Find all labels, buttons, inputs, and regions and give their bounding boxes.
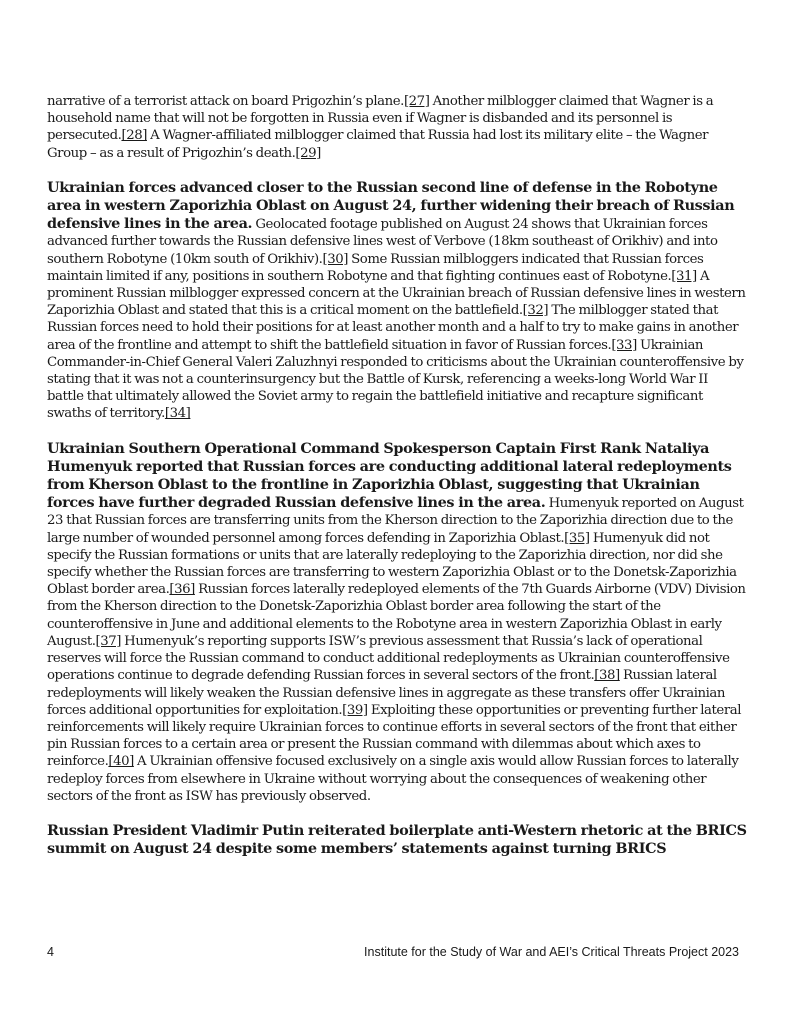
citation-link[interactable]: [40] <box>108 754 134 770</box>
footer-organization: Institute for the Study of War and AEI’s Critical Threats Project 2023 <box>364 945 739 959</box>
citation-link[interactable]: [30] <box>322 251 348 267</box>
paragraph-text: A Wagner-affiliated milblogger claimed that Russia had lost its military elite – the Wagner Group – as a result of Prigozhin’s death. <box>47 128 709 161</box>
paragraph-text: narrative of a terrorist attack on board Prigozhin’s plane. <box>47 94 404 109</box>
citation-link[interactable]: [34] <box>164 406 191 422</box>
paragraph-text: Ukrainian Commander-in-Chief General Valeri Zaluzhnyi responded to criticisms about the Ukrainian counteroffensive by stating that it was not a counterinsurgency but the Battle of Kursk, referencing a weeks-long World War II battle that ultimately allowed the Soviet army to regain the battlefield initiative and recapture significant swaths of territory. <box>47 337 744 422</box>
paragraph-text: A Ukrainian offensive focused exclusively on a single axis would allow Russian forces to laterally redeploy forces from elsewhere in Ukraine without worrying about the consequences of weakening other sectors of the front as ISW has previously observed. <box>47 754 739 804</box>
paragraph-wagner-narrative <box>47 93 747 162</box>
paragraph-text: Some Russian milbloggers indicated that Russian forces maintain limited if any, positions in southern Robotyne and that fighting continues east of Robotyne. <box>47 251 704 284</box>
paragraph-text: Another milblogger claimed that Wagner is a household name that will not be forgotten in Russia even if Wagner is disbanded and its personnel is persecuted. <box>47 94 714 144</box>
citation-link[interactable]: [31] <box>671 268 697 284</box>
citation-link[interactable]: [29] <box>295 145 321 161</box>
paragraph-text: Russian forces laterally redeployed elements of the 7th Guards Airborne (VDV) Division from the Kherson direction to the Donetsk-Zaporizhia Oblast border area following the start of the counteroffensive in June and additional elements to the Robotyne area in western Zaporizhia Oblast in early August. <box>47 582 746 649</box>
paragraph-lateral-redeployments <box>47 440 747 805</box>
page-number: 4 <box>47 945 54 959</box>
citation-link[interactable]: [36] <box>169 582 195 598</box>
paragraph-text: Exploiting these opportunities or preventing further lateral reinforcements will likely require Ukrainian forces to continue efforts in several sectors of the front that either pin Russian forces to a certain area or present the Russian command with dilemmas about which axes to reinforce. <box>47 702 741 770</box>
citation-link[interactable]: [39] <box>342 702 368 718</box>
paragraph-lead-bold: Ukrainian Southern Operational Command Spokesperson Captain First Rank Nataliya Humenyuk reported that Russian forces are conducting additional lateral redeployments from Kherson Oblast to the frontline in Zaporizhia Oblast, suggesting that Ukrainian forces have further degraded Russian defensive lines in the area. <box>47 439 732 512</box>
citation-link[interactable]: [33] <box>611 337 637 353</box>
paragraph-text: Humenyuk reported on August 23 that Russian forces are transferring units from the Kherson direction to the Zaporizhia direction due to the large number of wounded personnel among forces defending in Zaporizhia Oblast. <box>47 496 744 546</box>
citation-link[interactable]: [38] <box>594 668 620 684</box>
paragraph-text: The milblogger stated that Russian forces need to hold their positions for at least another month and a half to try to make gains in another area of the frontline and attempt to shift the battlefield situation in favor of Russian forces. <box>47 303 739 353</box>
citation-link[interactable]: [28] <box>121 128 147 144</box>
citation-link[interactable]: [27] <box>403 94 430 109</box>
paragraph-lead-bold: Russian President Vladimir Putin reiterated boilerplate anti-Western rhetoric at the BRICS summit on August 24 despite some members’ statements against turning BRICS <box>47 821 747 858</box>
document-body <box>47 93 747 875</box>
citation-link[interactable]: [35] <box>564 530 590 546</box>
paragraph-robotyne-advance <box>47 179 747 423</box>
citation-link[interactable]: [37] <box>95 633 121 649</box>
paragraph-text: A prominent Russian milblogger expressed concern at the Ukrainian breach of Russian defensive lines in western Zaporizhia Oblast and stated that this is a critical moment on the battlefield. <box>47 268 746 319</box>
paragraph-text: Geolocated footage published on August 24 shows that Ukrainian forces advanced further towards the Russian defensive lines west of Verbove (18km southeast of Orikhiv) and into southern Robotyne (10km south of Orikhiv). <box>47 217 718 267</box>
paragraph-lead-bold: Ukrainian forces advanced closer to the Russian second line of defense in the Robotyne area in western Zaporizhia Oblast on August 24, further widening their breach of Russian defensive lines in the area. <box>47 178 735 233</box>
paragraph-text: Humenyuk did not specify the Russian formations or units that are laterally redeploying to the Zaporizhia direction, nor did she specify whether the Russian forces are transferring to western Zaporizhia Oblast or to the Donetsk-Zaporizhia Oblast border area. <box>47 530 737 598</box>
paragraph-brics-summit <box>47 822 747 858</box>
citation-link[interactable]: [32] <box>522 303 549 319</box>
paragraph-text: Humenyuk’s reporting supports ISW’s previous assessment that Russia’s lack of operational reserves will force the Russian command to conduct additional redeployments as Ukrainian counteroffensive operations continue to degrade defending Russian forces in several sectors of the front. <box>47 633 730 684</box>
paragraph-text: Russian lateral redeployments will likely weaken the Russian defensive lines in aggregate as these transfers offer Ukrainian forces additional opportunities for exploitation. <box>47 668 726 718</box>
